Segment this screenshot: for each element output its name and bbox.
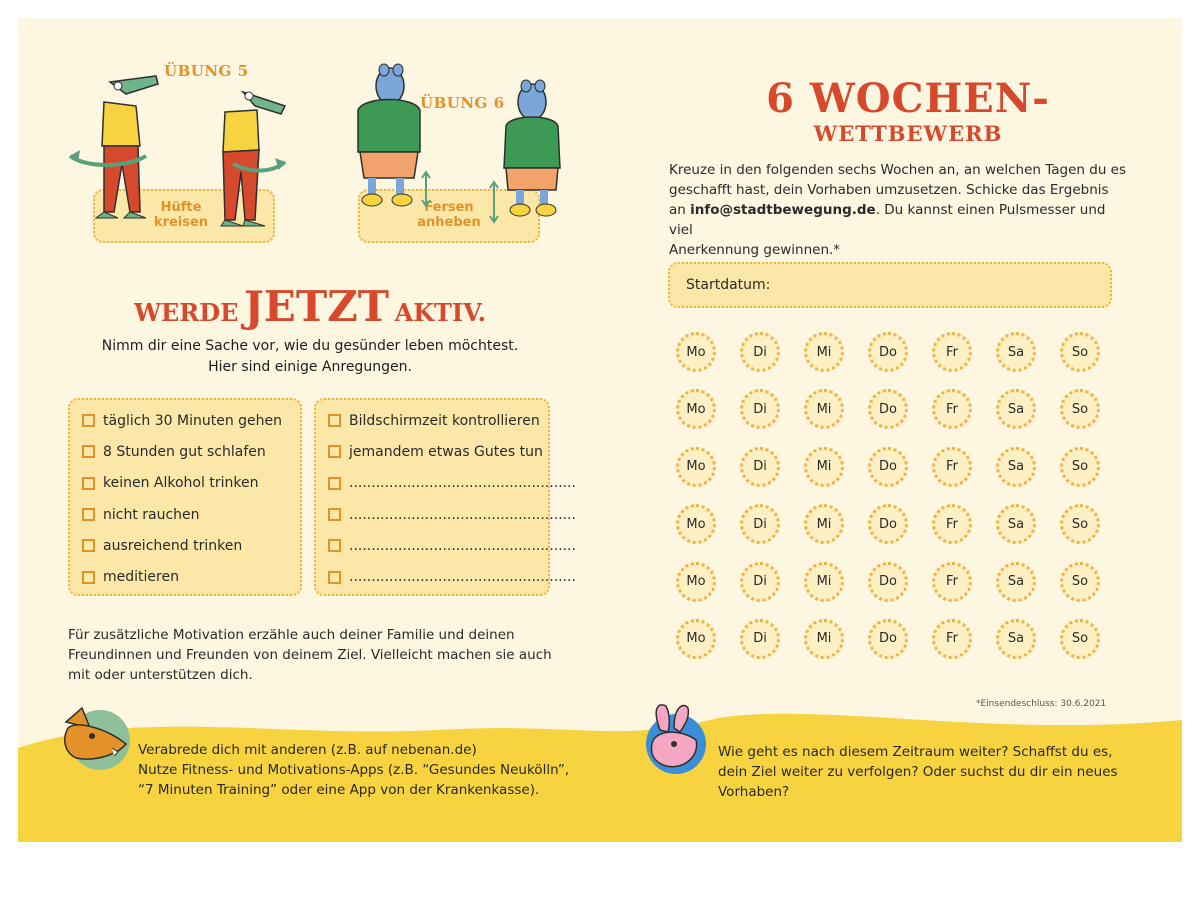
motivation-paragraph: Für zusätzliche Motivation erzähle auch deiner Familie und deinen Freundinnen und Freunden von deinem Ziel. Vielleicht machen sie auch mit oder unterstützen dich. (68, 627, 552, 683)
start-date-label: Startdatum: (686, 277, 771, 293)
checkbox-icon[interactable] (328, 508, 341, 521)
day-checkbox-w5-d6[interactable]: Sa (996, 562, 1036, 602)
day-checkbox-w4-d6[interactable]: Sa (996, 504, 1036, 544)
day-checkbox-w6-d6[interactable]: Sa (996, 619, 1036, 659)
day-checkbox-w6-d2[interactable]: Di (740, 619, 780, 659)
footer-right-text: Wie geht es nach diesem Zeitraum weiter? Schaffst du es, dein Ziel weiter zu verfolgen? Oder suchst du dir ein neues Vorhaben? (718, 744, 1118, 800)
checkbox-icon[interactable] (328, 445, 341, 458)
list-item[interactable] (82, 436, 300, 467)
day-checkbox-w4-d5[interactable]: Fr (932, 504, 972, 544)
day-checkbox-w1-d7[interactable]: So (1060, 332, 1100, 372)
day-checkbox-w3-d1[interactable]: Mo (676, 447, 716, 487)
checkbox-icon[interactable] (82, 445, 95, 458)
list-item-label: ................................................... (349, 475, 576, 492)
list-item[interactable] (328, 405, 548, 436)
day-checkbox-w2-d7[interactable]: So (1060, 389, 1100, 429)
day-checkbox-w5-d1[interactable]: Mo (676, 562, 716, 602)
day-checkbox-w5-d3[interactable]: Mi (804, 562, 844, 602)
day-checkbox-w6-d7[interactable]: So (1060, 619, 1100, 659)
day-checkbox-w1-d1[interactable]: Mo (676, 332, 716, 372)
day-checkbox-w6-d3[interactable]: Mi (804, 619, 844, 659)
checkbox-icon[interactable] (82, 414, 95, 427)
list-item[interactable] (328, 530, 576, 561)
list-item-label: ................................................... (349, 537, 576, 554)
checkbox-icon[interactable] (328, 477, 341, 490)
list-item[interactable] (328, 561, 576, 592)
mouse-heel-raise-icon-2 (486, 76, 576, 226)
day-checkbox-w6-d1[interactable]: Mo (676, 619, 716, 659)
suggestions-list-right (314, 398, 576, 596)
day-checkbox-w1-d5[interactable]: Fr (932, 332, 972, 372)
fox-icon (56, 704, 136, 774)
day-checkbox-w2-d4[interactable]: Do (868, 389, 908, 429)
list-item-label: keinen Alkohol trinken (103, 475, 259, 492)
list-item-label: ausreichend trinken (103, 537, 243, 554)
day-checkbox-w5-d5[interactable]: Fr (932, 562, 972, 602)
checkbox-icon[interactable] (82, 477, 95, 490)
start-date-field[interactable] (668, 262, 1112, 308)
list-item-label: Bildschirmzeit kontrollieren (349, 412, 540, 429)
day-checkbox-w4-d1[interactable]: Mo (676, 504, 716, 544)
challenge-title: 6 WOCHEN- WETTBEWERB (766, 75, 1050, 146)
crocodile-hip-circle-icon-2 (203, 80, 293, 230)
checkbox-icon[interactable] (82, 539, 95, 552)
day-checkbox-w1-d3[interactable]: Mi (804, 332, 844, 372)
day-checkbox-w1-d4[interactable]: Do (868, 332, 908, 372)
checkbox-icon[interactable] (328, 414, 341, 427)
list-item[interactable] (82, 499, 300, 530)
day-checkbox-w3-d5[interactable]: Fr (932, 447, 972, 487)
list-item-label: ................................................... (349, 569, 576, 586)
list-item[interactable] (82, 405, 300, 436)
rabbit-icon (640, 700, 714, 780)
day-checkbox-w5-d7[interactable]: So (1060, 562, 1100, 602)
list-item-label: nicht rauchen (103, 506, 200, 523)
footer-left-text: Verabrede dich mit anderen (z.B. auf nebenan.de) Nutze Fitness- und Motivations-Apps (z.B. “Gesundes Neukölln”, “7 Minuten Training” oder eine App von der Krankenkasse). (138, 742, 570, 798)
suggestions-list-left (68, 398, 302, 596)
exercise6-label: Fersen anheben (417, 200, 481, 230)
day-checkbox-w1-d2[interactable]: Di (740, 332, 780, 372)
list-item-label: jemandem etwas Gutes tun (349, 443, 543, 460)
day-checkbox-w6-d5[interactable]: Fr (932, 619, 972, 659)
crocodile-hip-circle-icon (66, 72, 166, 222)
day-checkbox-w3-d4[interactable]: Do (868, 447, 908, 487)
list-item[interactable] (328, 499, 576, 530)
list-item[interactable] (82, 561, 300, 592)
list-item[interactable] (328, 436, 548, 467)
contact-email[interactable]: info@stadtbewegung.de (690, 202, 876, 218)
day-checkbox-w2-d1[interactable]: Mo (676, 389, 716, 429)
exercise5-label: Hüfte kreisen (153, 200, 209, 230)
day-checkbox-w4-d7[interactable]: So (1060, 504, 1100, 544)
list-item[interactable] (82, 468, 300, 499)
day-checkbox-w6-d4[interactable]: Do (868, 619, 908, 659)
challenge-description: Kreuze in den folgenden sechs Wochen an, an welchen Tagen du es geschafft hast, dein Vorhaben umzusetzen. Schicke das Ergebnis an info@stadtbewegung.de. Du kannst einen Pulsmesser und viel Anerkennung gewinnen.* (669, 162, 1127, 258)
day-checkbox-w2-d6[interactable]: Sa (996, 389, 1036, 429)
day-checkbox-w3-d6[interactable]: Sa (996, 447, 1036, 487)
activate-lead: Nimm dir eine Sache vor, wie du gesünder leben möchtest. Hier sind einige Anregungen. (101, 338, 519, 375)
exercise5-title: ÜBUNG 5 (164, 62, 249, 80)
day-checkbox-w3-d2[interactable]: Di (740, 447, 780, 487)
list-item-label: ................................................... (349, 506, 576, 523)
exercise6-title: ÜBUNG 6 (420, 94, 505, 112)
weekly-day-grid (676, 332, 1124, 676)
list-item-label: täglich 30 Minuten gehen (103, 412, 283, 429)
list-item[interactable] (328, 468, 576, 499)
day-checkbox-w4-d4[interactable]: Do (868, 504, 908, 544)
mouse-heel-raise-icon (344, 60, 434, 210)
list-item-label: 8 Stunden gut schlafen (103, 443, 266, 460)
day-checkbox-w5-d2[interactable]: Di (740, 562, 780, 602)
day-checkbox-w4-d3[interactable]: Mi (804, 504, 844, 544)
checkbox-icon[interactable] (328, 539, 341, 552)
day-checkbox-w2-d3[interactable]: Mi (804, 389, 844, 429)
day-checkbox-w1-d6[interactable]: Sa (996, 332, 1036, 372)
day-checkbox-w3-d3[interactable]: Mi (804, 447, 844, 487)
brochure-sheet (18, 18, 1182, 842)
day-checkbox-w3-d7[interactable]: So (1060, 447, 1100, 487)
day-checkbox-w2-d2[interactable]: Di (740, 389, 780, 429)
deadline-note: *Einsendeschluss: 30.6.2021 (976, 699, 1107, 709)
day-checkbox-w2-d5[interactable]: Fr (932, 389, 972, 429)
list-item-label: meditieren (103, 569, 179, 586)
list-item[interactable] (82, 530, 300, 561)
day-checkbox-w5-d4[interactable]: Do (868, 562, 908, 602)
activate-headline: WERDE JETZT AKTIV. (134, 282, 486, 331)
checkbox-icon[interactable] (328, 571, 341, 584)
checkbox-icon[interactable] (82, 571, 95, 584)
checkbox-icon[interactable] (82, 508, 95, 521)
day-checkbox-w4-d2[interactable]: Di (740, 504, 780, 544)
